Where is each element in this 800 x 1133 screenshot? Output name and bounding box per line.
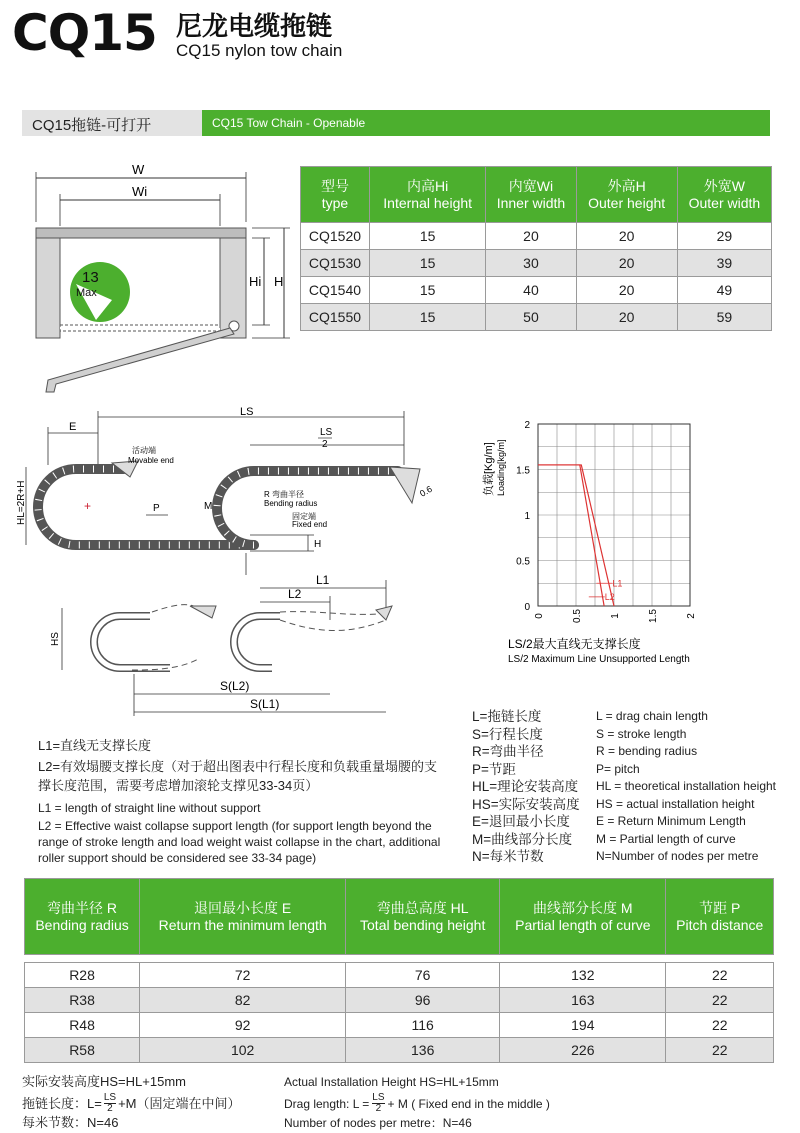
bend-header: 弯曲总高度 HL Total bending height (346, 879, 500, 955)
label-fixed-en: Fixed end (292, 520, 328, 529)
label-wi: Wi (132, 184, 148, 199)
angle-value: 13 (82, 269, 99, 286)
bend-header: 退回最小长度 E Return the minimum length (140, 879, 346, 955)
y-tick-label: 1 (524, 511, 530, 522)
label-l2: L2 (288, 587, 302, 601)
label-deg: 0.6 (418, 483, 434, 499)
x-tick-label: 1.5 (648, 609, 659, 623)
bend-header: 曲线部分长度 M Partial length of curve (500, 879, 666, 955)
footer-length-en: Drag length: L = $\frac{LS}{2}$ + M ( Fixed end in the middle ) (284, 1092, 550, 1114)
label-m: M (204, 501, 213, 512)
y-tick-label: 2 (524, 420, 530, 431)
note-l1-en: L1 = length of straight line without support (38, 801, 261, 815)
spec-header: 外高H Outer height (576, 167, 677, 223)
note-l2-en: L2 = Effective waist collapse support length (for support length beyond the range of stroke length and load weight waist collapse in the chart, additional roller support should be considered see 33-34 page) (38, 819, 441, 865)
footer-nodes-cn: 每米节数：N=46 (22, 1115, 119, 1130)
marker-label: L2 (604, 591, 615, 602)
label-ls2-den: 2 (322, 439, 328, 450)
marker-label: L1 (612, 578, 623, 589)
spec-header: 内宽Wi Inner width (486, 167, 576, 223)
svg-text:+: + (84, 499, 92, 513)
table-row: CQ1520 15 20 20 29 (301, 223, 772, 250)
installation-diagram (14, 405, 454, 580)
note-l1-cn: L1=直线无支撑长度 (38, 738, 152, 753)
title-en: CQ15 nylon tow chain (176, 41, 343, 60)
footer-length-cn: 拖链长度：L= $\frac{LS}{2}$ +M（固定端在中间） (22, 1092, 241, 1114)
section-label-en: CQ15 Tow Chain - Openable (202, 110, 770, 136)
spec-header: 型号 type (301, 167, 370, 223)
angle-max: Max (76, 287, 97, 299)
title-cn: 尼龙电缆拖链 (176, 12, 333, 42)
label-w: W (132, 162, 145, 177)
x-tick-label: 0.5 (572, 609, 583, 623)
label-p: P (153, 503, 160, 514)
spec-header: 内高Hi Internal height (369, 167, 485, 223)
label-hs: HS (50, 632, 61, 646)
table-row: CQ1540 15 40 20 49 (301, 277, 772, 304)
section-label-cn: CQ15拖链-可打开 (22, 110, 202, 136)
footer-hs-en: Actual Installation Height HS=HL+15mm (284, 1075, 499, 1089)
cross-section-diagram (20, 160, 300, 400)
label-h2: H (314, 539, 322, 550)
footer-hs-cn: 实际安装高度HS=HL+15mm (22, 1074, 186, 1089)
x-tick-label: 2 (686, 613, 697, 619)
table-row: R28 72 76 132 22 (25, 963, 774, 988)
spec-table (300, 166, 772, 331)
length-diagram (40, 570, 440, 720)
table-row: R58 102 136 226 22 (25, 1038, 774, 1063)
y-tick-label: 0 (524, 602, 530, 613)
label-hi: Hi (249, 274, 262, 289)
y-tick-label: 0.5 (516, 556, 530, 568)
chart-xlabel-cn: LS/2最大直线无支撑长度 (508, 637, 641, 651)
label-sl2: S(L2) (220, 679, 250, 693)
series-line-l2 (538, 465, 604, 606)
label-radius-en: Bending radius (264, 499, 318, 508)
table-row: CQ1530 15 30 20 39 (301, 250, 772, 277)
chart-xlabel-en: LS/2 Maximum Line Unsupported Length (508, 654, 690, 665)
bend-header: 节距 P Pitch distance (666, 879, 774, 955)
bending-table (24, 878, 774, 1063)
spec-header: 外宽W Outer width (677, 167, 771, 223)
x-tick-label: 0 (534, 613, 545, 619)
table-row: CQ1550 15 50 20 59 (301, 304, 772, 331)
legend-cn-list: L=拖链长度 S=行程长度 R=弯曲半径 P=节距 HL=理论安装高度 HS=实际安装高度 E=退回最小长度 M=曲线部分长度 N=每米节数 (472, 709, 580, 864)
chart-ylabel-en: Loading[kg/m] (496, 439, 506, 496)
table-row: R48 92 116 194 22 (25, 1013, 774, 1038)
label-ls: LS (240, 406, 254, 418)
chart-ylabel-cn: 负载[Kg/m] (483, 442, 495, 496)
label-radius-cn: R 弯曲半径 (264, 490, 304, 499)
note-l2-cn: L2=有效塌腰支撑长度（对于超出图表中行程长度和负载重量塌腰的支撑长度范围，需要考虑增加滚轮支撑见33-34页） (38, 759, 438, 793)
label-e: E (69, 421, 77, 433)
x-tick-label: 1 (610, 613, 621, 619)
label-hl: HL=2R+H (16, 480, 27, 525)
label-movable-cn: 活动端 (132, 446, 156, 455)
label-ls2-num: LS (320, 427, 333, 438)
load-chart (470, 410, 710, 670)
footer-nodes-en: Number of nodes per metre：N=46 (284, 1116, 472, 1130)
table-row: R38 82 96 163 22 (25, 988, 774, 1013)
product-code: CQ15 (12, 4, 157, 62)
legend-en-list: L = drag chain length S = stroke length R = bending radius P= pitch HL = theoretical installation height HS = actual installation height E = Return Minimum Length M = Partial length of curve N=Number of nodes per metre (596, 709, 776, 863)
label-sl1: S(L1) (250, 697, 280, 711)
label-h: H (274, 274, 284, 289)
label-l1: L1 (316, 573, 330, 587)
bend-header: 弯曲半径 R Bending radius (25, 879, 140, 955)
y-tick-label: 1.5 (516, 465, 530, 477)
label-fixed-cn: 固定端 (292, 512, 316, 521)
label-movable-en: Movable end (128, 456, 174, 465)
